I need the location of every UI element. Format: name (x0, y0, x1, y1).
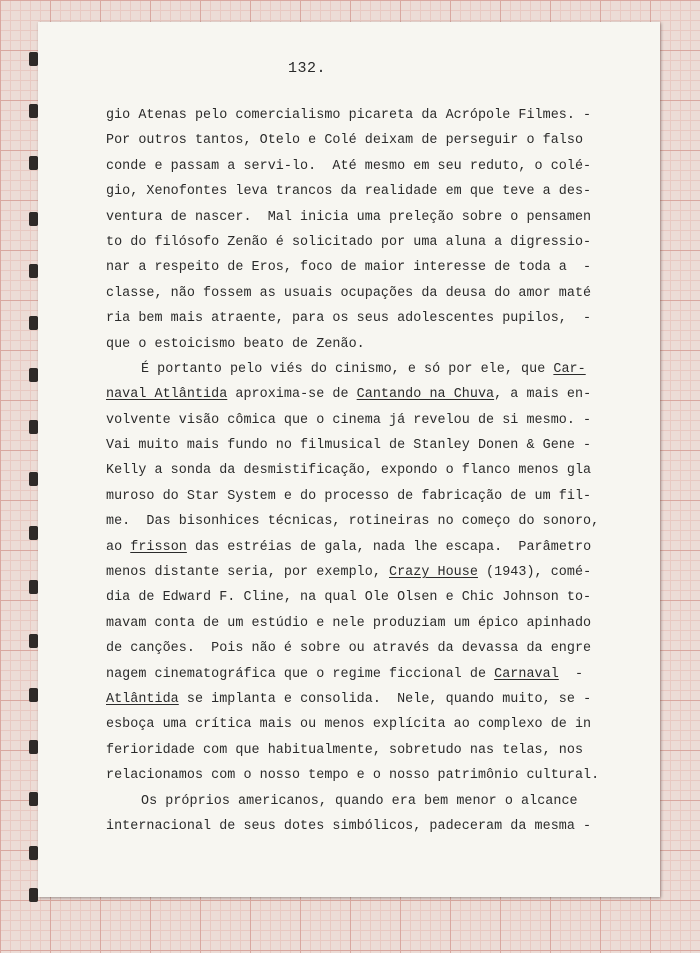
text-segment: volvente visão cômica que o cinema já revelou de si mesmo. - (106, 412, 592, 428)
text-segment: Vai muito mais fundo no filmusical de Stanley Donen & Gene - (106, 438, 592, 454)
text-segment: to do filósofo Zenão é solicitado por uma aluna a digressio- (106, 234, 592, 250)
text-line (106, 509, 626, 534)
text-line (106, 585, 626, 610)
text-segment: ferioridade com que habitualmente, sobretudo nas telas, nos (106, 742, 584, 758)
text-line (106, 205, 626, 230)
text-segment: conde e passam a servi-lo. Até mesmo em seu reduto, o colé- (106, 158, 592, 174)
underlined-title: Cantando na Chuva (356, 387, 495, 403)
text-segment: nagem cinematográfica que o regime ficcional de (106, 666, 495, 682)
text-line (106, 535, 626, 560)
text-segment: Kelly a sonda da desmistificação, expondo o flanco menos gla (106, 463, 592, 479)
page-number: 132. (288, 60, 327, 77)
text-segment: mavam conta de um estúdio e nele produziam um épico apinhado (106, 615, 592, 631)
binding-clip (29, 52, 38, 66)
text-line (106, 636, 626, 661)
underlined-title: frisson (130, 539, 187, 555)
binding-clip (29, 526, 38, 540)
text-segment: esboça uma crítica mais ou menos explícita ao complexo de in (106, 717, 592, 733)
binding-clip (29, 264, 38, 278)
text-segment: gio Atenas pelo comercialismo picareta da Acrópole Filmes. - (106, 108, 592, 123)
text-line (106, 560, 626, 585)
text-segment: ventura de nascer. Mal inicia uma preleção sobre o pensamen (106, 209, 592, 225)
text-segment: (1943), comé- (477, 565, 592, 581)
text-segment: que o estoicismo beato de Zenão. (106, 336, 365, 352)
text-segment: ria bem mais atraente, para os seus adolescentes pupilos, - (106, 311, 592, 327)
binding-clip (29, 472, 38, 486)
text-segment: me. Das bisonhices técnicas, rotineiras no começo do sonoro, (106, 514, 600, 530)
binding-clip (29, 888, 38, 902)
text-line (106, 458, 626, 483)
text-segment: ao (106, 539, 131, 555)
text-line (106, 357, 626, 382)
underlined-title: Crazy House (389, 565, 478, 581)
text-line (106, 687, 626, 712)
text-line (106, 433, 626, 458)
text-segment: , a mais en- (494, 387, 592, 403)
binding-clip (29, 420, 38, 434)
text-segment: muroso do Star System e do processo de fabricação de um fil- (106, 488, 592, 504)
text-line (106, 230, 626, 255)
text-line (106, 382, 626, 407)
binding-clip (29, 212, 38, 226)
document-page (38, 22, 660, 897)
text-line (106, 611, 626, 636)
text-segment: Os próprios americanos, quando era bem menor o alcance (141, 793, 578, 809)
text-segment: Por outros tantos, Otelo e Colé deixam de perseguir o falso (106, 133, 584, 149)
text-line (106, 789, 626, 814)
text-line (106, 408, 626, 433)
text-line (106, 484, 626, 509)
body-text (106, 103, 626, 839)
text-segment: nar a respeito de Eros, foco de maior interesse de toda a - (106, 260, 592, 276)
binding-clip (29, 104, 38, 118)
text-line (106, 738, 626, 763)
binding-clip (29, 156, 38, 170)
underlined-title: Car- (553, 361, 586, 377)
text-line (106, 281, 626, 306)
underlined-title: naval Atlântida (106, 387, 228, 403)
binding-clip (29, 688, 38, 702)
underlined-title: Carnaval (494, 666, 559, 682)
text-segment: das estréias de gala, nada lhe escapa. Parâmetro (186, 539, 592, 555)
text-line (106, 814, 626, 839)
text-line (106, 712, 626, 737)
binding-clip (29, 634, 38, 648)
text-segment: menos distante seria, por exemplo, (106, 565, 389, 581)
text-line (106, 763, 626, 788)
text-line (106, 255, 626, 280)
text-line (106, 332, 626, 357)
binding-clip (29, 792, 38, 806)
binding-clip (29, 846, 38, 860)
underlined-title: Atlântida (106, 691, 179, 707)
text-segment: dia de Edward F. Cline, na qual Ole Olsen e Chic Johnson to- (106, 590, 592, 606)
text-segment: É portanto pelo viés do cinismo, e só por ele, que (141, 361, 554, 377)
text-line (106, 662, 626, 687)
text-line (106, 306, 626, 331)
text-segment: relacionamos com o nosso tempo e o nosso patrimônio cultural. (106, 768, 600, 784)
text-line (106, 154, 626, 179)
binding-clip (29, 316, 38, 330)
text-segment: - (558, 666, 584, 682)
text-line (106, 179, 626, 204)
text-segment: aproxima-se de (227, 387, 357, 403)
binding-clip (29, 580, 38, 594)
text-segment: gio, Xenofontes leva trancos da realidade em que teve a des- (106, 184, 592, 200)
text-line (106, 128, 626, 153)
binding-clip (29, 368, 38, 382)
text-segment: classe, não fossem as usuais ocupações da deusa do amor maté (106, 285, 592, 301)
text-line (106, 103, 626, 128)
binding-clip (29, 740, 38, 754)
text-segment: se implanta e consolida. Nele, quando muito, se - (178, 691, 592, 707)
text-segment: internacional de seus dotes simbólicos, padeceram da mesma - (106, 818, 592, 834)
text-segment: de canções. Pois não é sobre ou através da devassa da engre (106, 641, 592, 657)
